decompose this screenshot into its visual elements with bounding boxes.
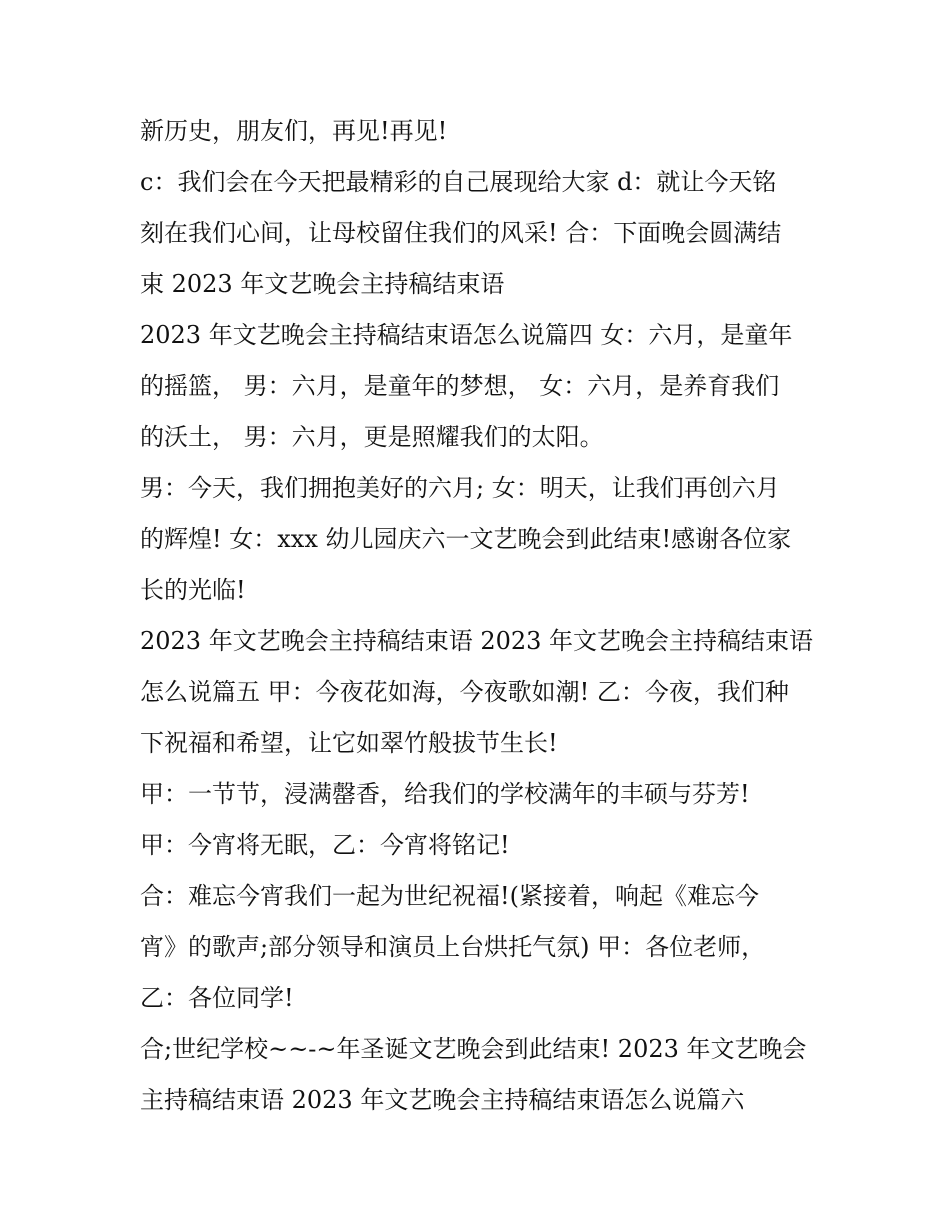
text-line: 主持稿结束语 2023 年文艺晚会主持稿结束语怎么说篇六 xyxy=(140,1086,745,1114)
text-line: 的摇篮， 男：六月，是童年的梦想， 女：六月，是养育我们 xyxy=(140,372,780,400)
text-line: 合：难忘今宵我们一起为世纪祝福!(紧接着，响起《难忘今 xyxy=(140,882,760,910)
text-line: 怎么说篇五 甲：今夜花如海，今夜歌如潮! 乙：今夜，我们种 xyxy=(140,678,789,706)
text-line: 长的光临! xyxy=(140,576,246,604)
text-line: 甲：一节节，浸满罄香，给我们的学校满年的丰硕与芬芳! xyxy=(140,780,750,808)
text-line: 刻在我们心间，让母校留住我们的风采! 合：下面晚会圆满结 xyxy=(140,219,782,247)
text-line: 新历史，朋友们，再见!再见! xyxy=(140,117,448,145)
text-line: c：我们会在今天把最精彩的自己展现给大家 d：就让今天铭 xyxy=(140,168,777,196)
text-line: 2023 年文艺晚会主持稿结束语怎么说篇四 女：六月，是童年 xyxy=(140,321,793,349)
text-line: 束 2023 年文艺晚会主持稿结束语 xyxy=(140,270,505,298)
text-line: 的辉煌! 女：xxx 幼儿园庆六一文艺晚会到此结束!感谢各位家 xyxy=(140,525,792,553)
text-line: 下祝福和希望，让它如翠竹般拔节生长! xyxy=(140,729,558,757)
text-line: 合;世纪学校~~-~年圣诞文艺晚会到此结束! 2023 年文艺晚会 xyxy=(140,1035,807,1063)
text-line: 男：今天，我们拥抱美好的六月; 女：明天，让我们再创六月 xyxy=(140,474,780,502)
document-body xyxy=(140,106,820,1126)
text-line: 乙：各位同学! xyxy=(140,984,294,1012)
text-line: 甲：今宵将无眠，乙：今宵将铭记! xyxy=(140,831,510,859)
text-line: 2023 年文艺晚会主持稿结束语 2023 年文艺晚会主持稿结束语 xyxy=(140,627,814,655)
text-line: 的沃土， 男：六月，更是照耀我们的太阳。 xyxy=(140,423,604,451)
text-line: 宵》的歌声;部分领导和演员上台烘托气氛) 甲：各位老师， xyxy=(140,933,766,961)
